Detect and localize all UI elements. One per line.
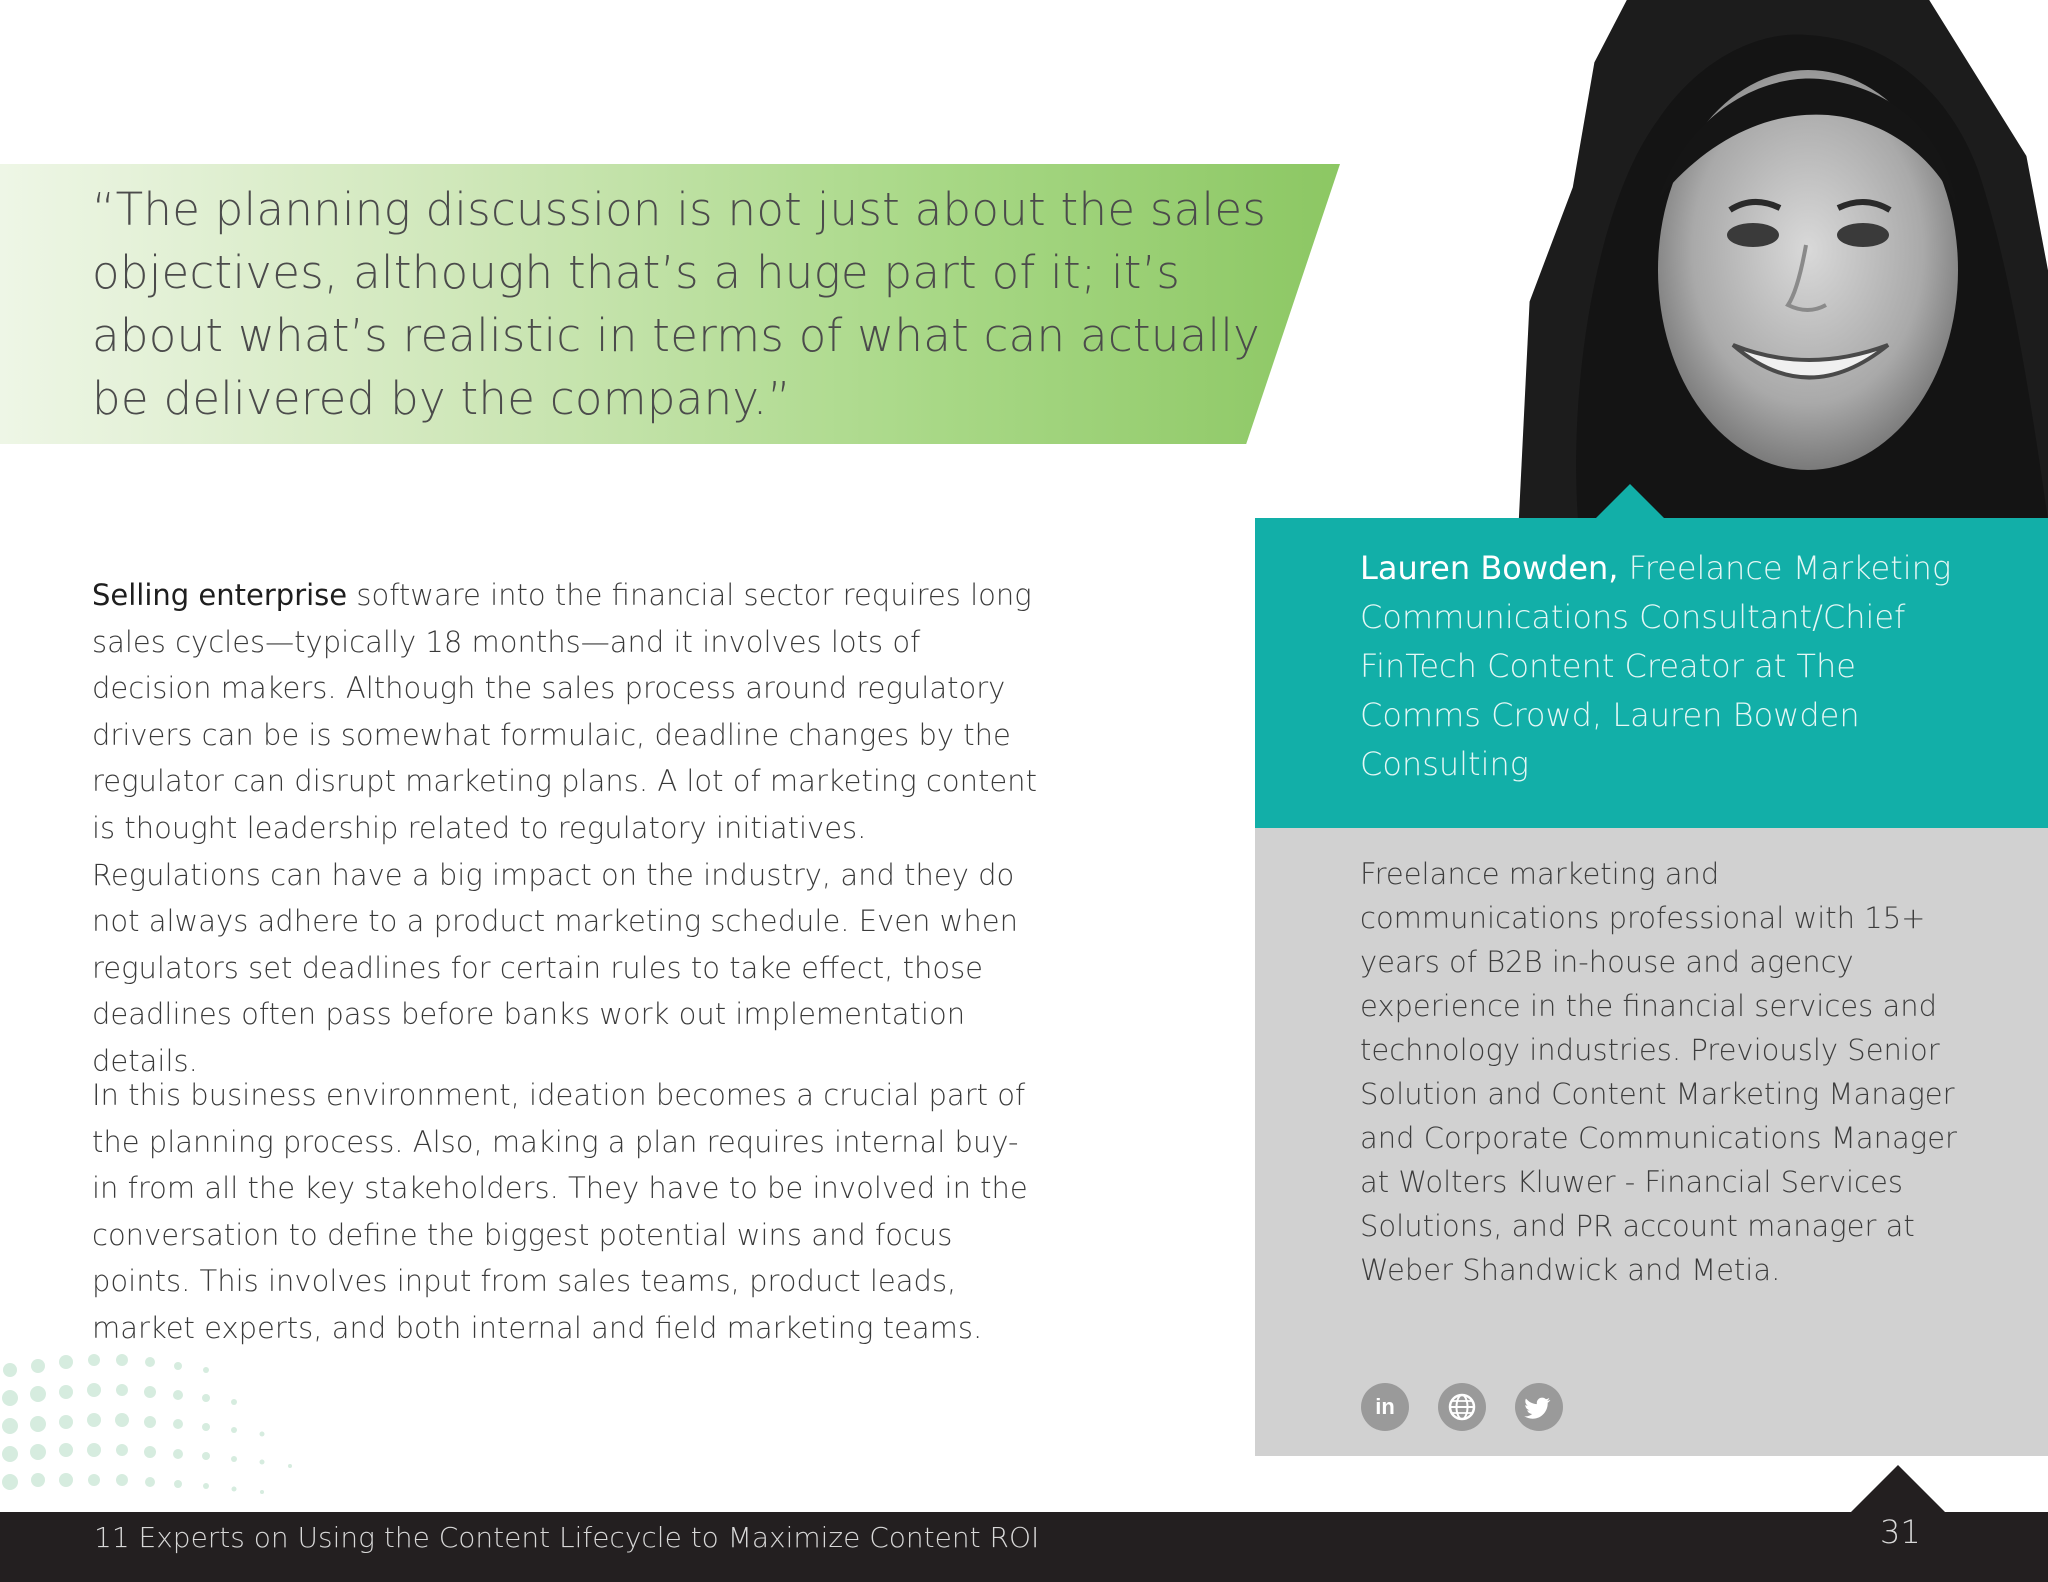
svg-text:in: in xyxy=(1375,1394,1395,1419)
profile-bio: Freelance marketing and communications professional with 15+ years of B2B in-house and agency experience in the financial services and technology industries. Previously Senior Solution and Content Marketing Manager and Corporate Communications Manager at Wolters Kluwer - Financial Services Solutions, and PR account manager at Weber Shandwick and Metia. xyxy=(1360,857,1957,1287)
portrait-photo xyxy=(1508,0,2048,520)
profile-title: Freelance Marketing Communications Consultant/Chief FinTech Content Creator at The Comms Crowd, Lauren Bowden Consulting xyxy=(1360,549,1952,783)
body-paragraph-1-text: software into the financial sector requires long sales cycles—typically 18 months—and it involves lots of decision makers. Although the sales process around regulatory drivers can be is somewhat formulaic, deadline changes by the regulator can disrupt marketing plans. A lot of marketing content is thought leadership related to regulatory initiatives. Regulations can have a big impact on the industry, and they do not always adhere to a product marketing schedule. Even when regulators set deadlines for certain rules to take effect, those deadlines often pass before banks work out implementation details. xyxy=(92,578,1037,1078)
twitter-icon[interactable] xyxy=(1515,1383,1563,1431)
body-lead: Selling enterprise xyxy=(92,578,348,612)
footer-notch xyxy=(1850,1465,1946,1513)
linkedin-icon[interactable] xyxy=(1361,1383,1409,1431)
profile-name: Lauren Bowden, xyxy=(1360,549,1619,587)
page-number: 31 xyxy=(1880,1513,1921,1551)
decorative-dots xyxy=(0,1340,380,1510)
footer-title: 11 Experts on Using the Content Lifecycle to Maximize Content ROI xyxy=(94,1521,1040,1554)
body-paragraph-1 xyxy=(92,572,1042,1085)
body-paragraph-2: In this business environment, ideation becomes a crucial part of the planning process. Also, making a plan requires internal buy-in from all the key stakeholders. They have to be involved in the conversation to define the biggest potential wins and focus points. This involves input from sales teams, product leads, market experts, and both internal and field marketing teams. xyxy=(92,1078,1028,1345)
profile-name-title xyxy=(1360,544,1980,789)
teal-notch xyxy=(1596,484,1664,518)
globe-icon[interactable] xyxy=(1438,1383,1486,1431)
pull-quote: “The planning discussion is not just about the sales objectives, although that’s a huge part of it; it’s about what’s realistic in terms of what can actually be delivered by the company.” xyxy=(92,183,1267,425)
